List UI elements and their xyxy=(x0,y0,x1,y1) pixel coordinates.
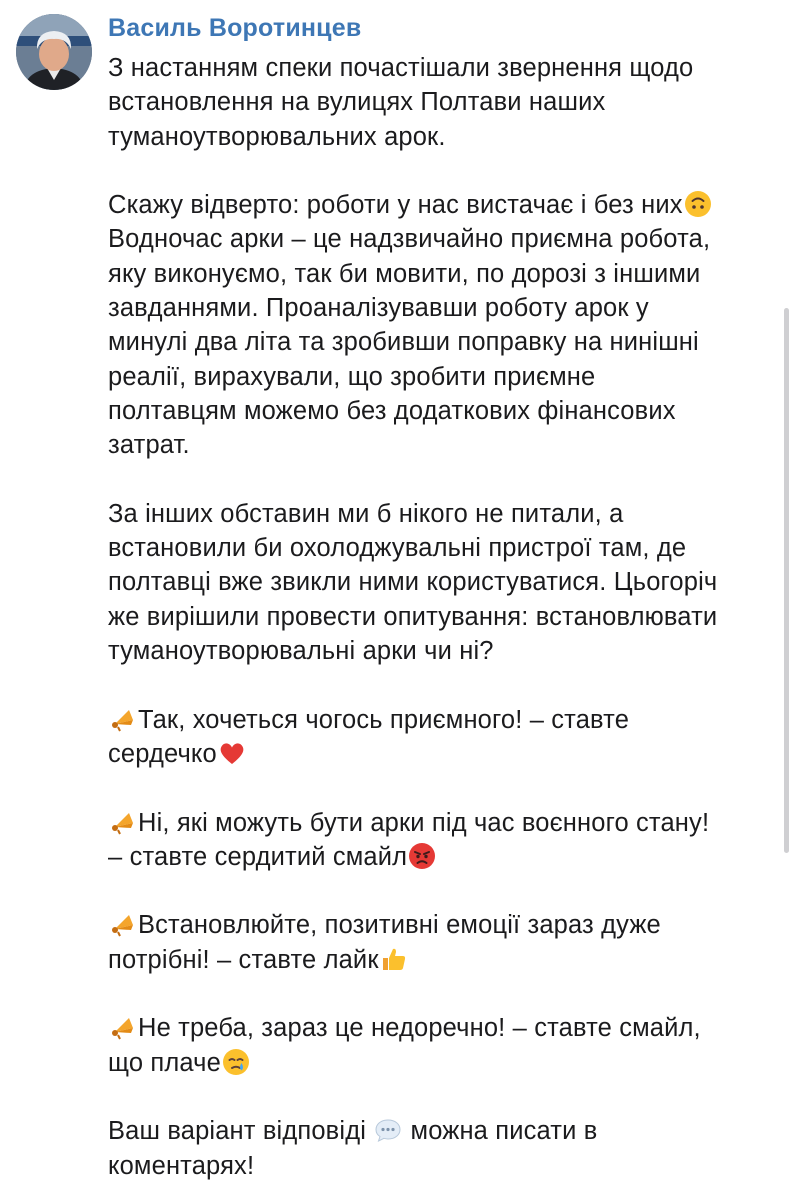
speech-bubble-icon xyxy=(374,1116,402,1144)
message-line: З настанням спеки почастішали звернення щодо xyxy=(108,54,694,82)
message-line: минулі два літа та зробивши поправку на нинішні xyxy=(108,328,699,357)
message-line: завданнями. Проаналізувавши роботу арок у xyxy=(108,294,649,323)
poll-option-line: сердечко xyxy=(108,737,783,771)
avatar[interactable] xyxy=(16,14,92,90)
megaphone-icon xyxy=(109,705,137,733)
message-line: полтавці вже звикли ними користуватися. Цьогоріч xyxy=(108,568,718,597)
megaphone-icon xyxy=(109,1013,137,1041)
message-line: туманоутворювальні арки чи ні? xyxy=(108,637,494,666)
poll-option-line: Встановлюйте, позитивні емоції зараз дуже xyxy=(108,908,783,942)
message-line: встановлення на вулицях Полтави наших xyxy=(108,88,606,117)
poll-option-line: Ні, які можуть бути арки під час воєнного стану! xyxy=(108,806,783,840)
poll-option-line: Не треба, зараз це недоречно! – ставте смайл, xyxy=(108,1011,783,1045)
message-line: За інших обставин ми б нікого не питали, а xyxy=(108,499,624,528)
message-line: полтавцям можемо без додаткових фінансових xyxy=(108,396,676,425)
megaphone-icon xyxy=(109,808,137,836)
message-line: реалії, вирахували, що зробити приємне xyxy=(108,362,596,391)
message-line: Скажу відверто: роботи у нас вистачає і без них xyxy=(108,188,783,222)
message-line: встановили би охолоджувальні пристрої там, де xyxy=(108,534,687,563)
avatar-photo xyxy=(16,14,92,90)
poll-option-line: що плаче xyxy=(108,1046,783,1080)
poll-option-line: Так, хочеться чогось приємного! – ставте xyxy=(108,703,783,737)
scrollbar[interactable] xyxy=(784,308,789,853)
upside-down-face-emoji-icon xyxy=(684,190,712,218)
message-line: же вирішили провести опитування: встановлювати xyxy=(108,602,718,631)
poll-option-line: – ставте сердитий смайл xyxy=(108,840,783,874)
crying-face-icon xyxy=(222,1048,250,1076)
message-line: затрат. xyxy=(108,431,190,460)
poll-option-line: потрібні! – ставте лайк xyxy=(108,943,783,977)
megaphone-icon xyxy=(109,910,137,938)
angry-face-icon xyxy=(408,842,436,870)
message-body xyxy=(108,51,783,1183)
message-line: Водночас арки – це надзвичайно приємна робота, xyxy=(108,225,711,254)
message-line: туманоутворювальних арок. xyxy=(108,122,446,151)
message-line: яку виконуємо, так би мовити, по дорозі з іншими xyxy=(108,259,701,288)
thumbs-up-icon xyxy=(380,945,408,973)
red-heart-icon xyxy=(218,739,246,767)
author-name[interactable]: Василь Воротинцев xyxy=(108,14,362,42)
message-line: коментарях! xyxy=(108,1151,255,1180)
message-line: Ваш варіант відповіді можна писати в xyxy=(108,1117,598,1146)
